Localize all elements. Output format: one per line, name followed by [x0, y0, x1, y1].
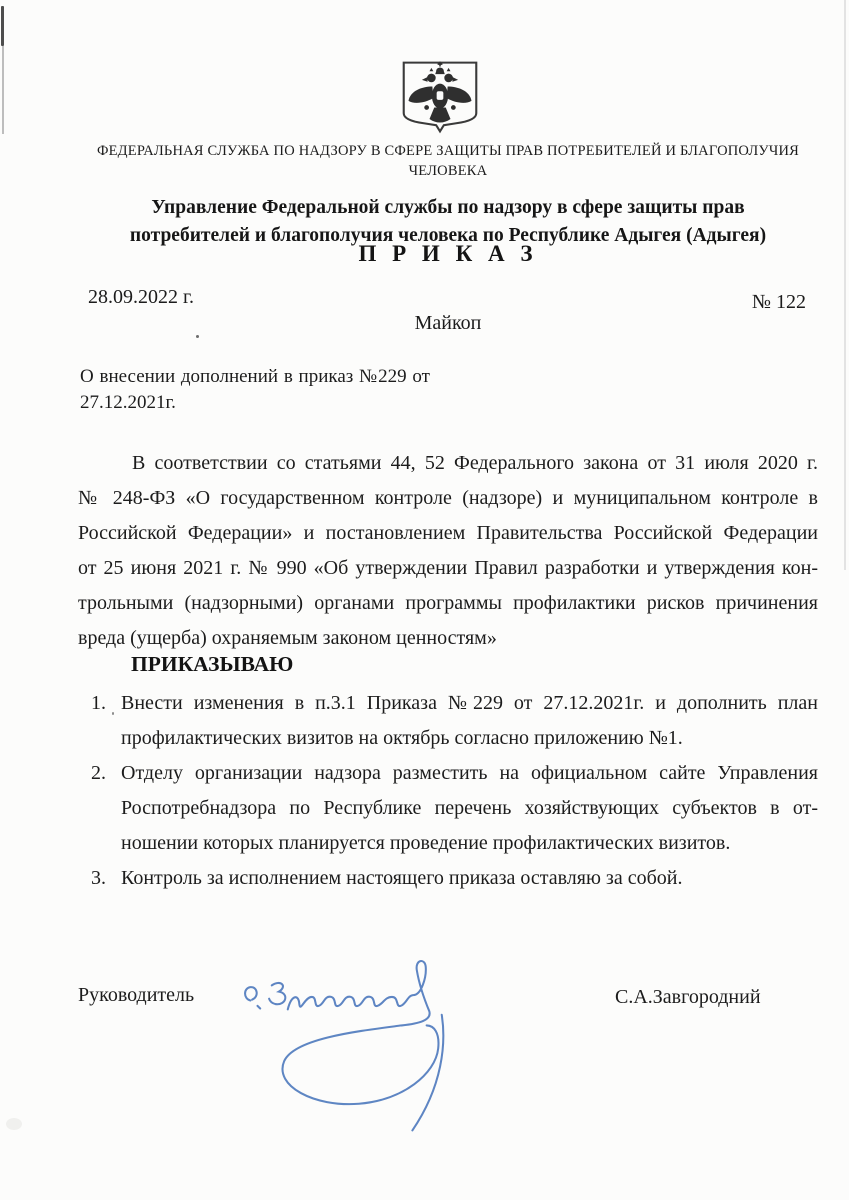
- order-item-line: Роспотребнадзора по Республике перечень хозяйствующих субъектов в от-: [121, 797, 818, 819]
- scan-speck: [196, 335, 199, 338]
- department-name-line: потребителей и благополучия человека по Республике Адыгея (Адыгея): [129, 225, 767, 246]
- resolution-word: ПРИКАЗЫВАЮ: [131, 652, 294, 676]
- doc-date: 28.09.2022 г.: [88, 286, 194, 308]
- order-item-line: ношении которых планируется проведение профилактических визитов.: [121, 832, 731, 854]
- signatory-name: С.А.Завгородний: [615, 986, 761, 1008]
- subject-line: 27.12.2021г.: [80, 392, 176, 413]
- scan-artifact-left-edge-faint: [2, 46, 4, 134]
- intro-line: вреда (ущерба) охраняемым законом ценностям»: [78, 627, 497, 649]
- intro-line: В соответствии со статьями 44, 52 Федерального закона от 31 июля 2020 г.: [132, 452, 818, 474]
- agency-name: [78, 141, 818, 181]
- doc-number: № 122: [751, 291, 806, 313]
- order-list: [91, 686, 818, 896]
- intro-line: от 25 июня 2021 г. № 990 «Об утверждении Правил разработки и утверждения кон-: [78, 557, 818, 579]
- order-item-line: профилактических визитов на октябрь согласно приложению №1.: [121, 727, 683, 749]
- signatory-title: Руководитель: [78, 984, 195, 1006]
- order-item-text: [121, 686, 818, 756]
- handwritten-signature: [218, 956, 548, 1134]
- order-item: [91, 756, 818, 861]
- order-item-line: Контроль за исполнением настоящего приказа оставляю за собой.: [121, 867, 683, 889]
- doc-subject: [80, 364, 430, 416]
- scan-smudge: [6, 1118, 22, 1130]
- department-name-line: Управление Федеральной службы по надзору в сфере защиты прав: [151, 197, 745, 218]
- russia-coat-of-arms-icon: [398, 58, 482, 136]
- order-item-line: Внести изменения в п.3.1 Приказа №229 от 27.12.2021г. и дополнить план: [121, 692, 818, 714]
- order-item: [91, 861, 818, 896]
- agency-name-line: ЧЕЛОВЕКА: [408, 163, 488, 179]
- intro-line: трольными (надзорными) органами программы профилактики рисков причинения: [78, 592, 818, 614]
- date-number-row: [88, 286, 810, 312]
- doc-city: Майкоп: [414, 312, 482, 334]
- scan-artifact-left-edge: [1, 6, 4, 46]
- agency-name-line: ФЕДЕРАЛЬНАЯ СЛУЖБА ПО НАДЗОРУ В СФЕРЕ ЗАЩИТЫ ПРАВ ПОТРЕБИТЕЛЕЙ И БЛАГОПОЛУЧИЯ: [96, 143, 800, 159]
- intro-line: Российской Федерации» и постановлением Правительства Российской Федерации: [78, 522, 818, 544]
- intro-paragraph: [78, 446, 818, 656]
- order-item-text: [121, 756, 818, 861]
- scan-artifact-right-edge: [844, 0, 846, 570]
- order-item-number: 2.: [91, 762, 106, 784]
- doc-type-title: П Р И К А З: [358, 241, 538, 266]
- intro-line: № 248-ФЗ «О государственном контроле (надзоре) и муниципальном контроле в: [78, 487, 818, 509]
- order-item-text: [121, 861, 818, 896]
- order-item-line: Отделу организации надзора разместить на официальном сайте Управления: [121, 762, 818, 784]
- order-item: [91, 686, 818, 756]
- subject-line: О внесении дополнений в приказ №229 от: [80, 366, 430, 387]
- order-item-number: 1.: [91, 692, 106, 714]
- order-item-number: 3.: [91, 867, 106, 889]
